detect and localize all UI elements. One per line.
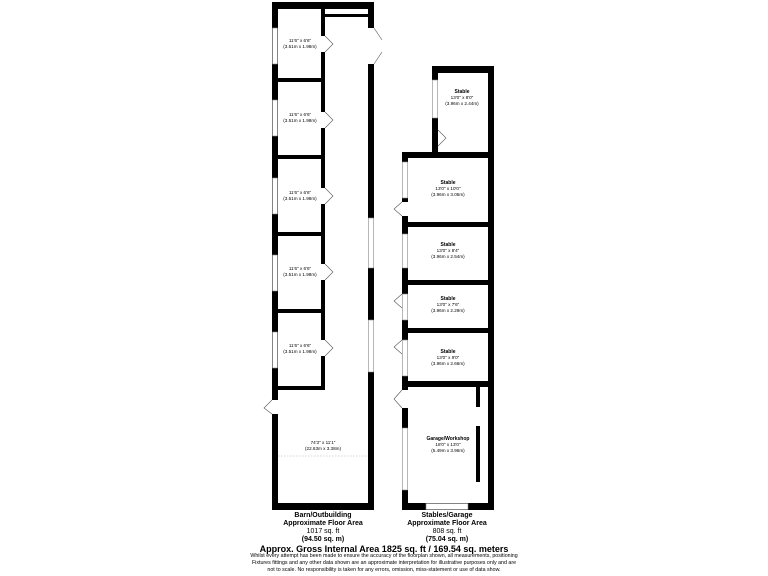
stable-top-wall	[432, 66, 494, 73]
stable-divider-2	[402, 222, 494, 227]
barn-entrance-door	[374, 28, 382, 64]
room-dimension-metric: (3.51m x 1.98m)	[283, 272, 317, 277]
stable-divider-4	[402, 328, 494, 333]
stable-room-1	[445, 89, 479, 106]
caption-area-sqft: 1017 sq. ft	[306, 528, 340, 535]
room-dimension-imperial: 11'6" x 6'6"	[288, 266, 312, 271]
stables-right-wall	[488, 66, 494, 510]
caption-subtitle: Approximate Floor Area	[407, 520, 487, 527]
stable-1-window	[433, 80, 438, 118]
room-name: Garage/Workshop	[426, 436, 470, 442]
barn-floor-area-caption	[268, 512, 378, 544]
room-dimension-imperial: 74'3" x 11'1"	[310, 440, 336, 445]
stable-divider-5	[402, 381, 494, 387]
disclaimer-line-2: Fixtures fittings and any other data shown are an approximate interpretation for illustrative purposes only and are	[251, 560, 517, 566]
room-dimension-metric: (22.63m x 3.38m)	[305, 446, 341, 451]
caption-title: Stables/Garage	[421, 512, 473, 519]
stables-left-wall-b	[402, 198, 408, 202]
stable-divider-1	[402, 152, 494, 158]
barn-window-left-3	[273, 178, 278, 214]
stable-room-5	[431, 349, 465, 366]
room-dimension-metric: (3.51m x 1.98m)	[283, 349, 317, 354]
room-dimension-metric: (3.96m x 2.66m)	[431, 361, 465, 366]
garage-side-door	[394, 390, 402, 408]
stables-left-wall-h	[402, 490, 408, 510]
room-name: Stable	[440, 242, 456, 248]
stable-1-left-wall-top	[432, 66, 438, 80]
room-dimension-metric: (3.96m x 2.29m)	[431, 308, 465, 313]
disclaimer-line-1: Whilst every attempt has been made to ensure the accuracy of the floorplan shown, all measurements, positioning	[250, 553, 518, 559]
barn-outbuilding-plan	[264, 2, 382, 510]
barn-room-3	[283, 190, 317, 201]
room-name: Stable	[440, 349, 456, 355]
room-dimension-imperial: 11'6" x 6'6"	[288, 112, 312, 117]
barn-room-door-2	[325, 112, 333, 128]
garage-partition-top	[476, 387, 480, 407]
barn-room-1	[283, 38, 317, 49]
room-dimension-metric: (5.49m x 3.96m)	[431, 448, 465, 453]
barn-corridor-wall-1	[321, 2, 325, 36]
barn-window-right-1	[369, 218, 374, 268]
room-dimension-imperial: 13'0" x 10'0"	[435, 186, 461, 191]
stables-left-wall-a	[402, 152, 408, 162]
room-dimension-imperial: 11'6" x 6'6"	[288, 343, 312, 348]
stable-3-window	[403, 234, 408, 268]
barn-room-divider-3	[278, 232, 325, 236]
barn-room-divider-2	[278, 155, 325, 159]
stable-room-3	[431, 242, 465, 259]
stable-1-left-wall-bottom	[432, 118, 438, 156]
stable-4-door	[394, 294, 402, 308]
stable-room-4	[431, 296, 465, 313]
barn-right-wall-b	[368, 268, 374, 320]
barn-room-4	[283, 266, 317, 277]
barn-corridor-crosswall	[325, 14, 368, 17]
barn-window-left-5	[273, 332, 278, 368]
room-dimension-imperial: 13'0" x 9'0"	[436, 355, 460, 360]
room-dimension-metric: (3.51m x 1.98m)	[283, 44, 317, 49]
room-dimension-imperial: 11'6" x 6'6"	[288, 190, 312, 195]
room-dimension-metric: (3.96m x 2.44m)	[445, 101, 479, 106]
barn-main-room	[305, 440, 341, 451]
barn-room-divider-5	[278, 386, 325, 390]
barn-window-left-2	[273, 100, 278, 136]
stable-5-window	[403, 340, 408, 376]
barn-left-wall-lower	[272, 414, 278, 510]
room-dimension-metric: (3.51m x 1.98m)	[283, 118, 317, 123]
stables-left-wall-c	[402, 216, 408, 234]
stables-garage-plan	[394, 66, 494, 510]
room-dimension-metric: (3.96m x 3.05m)	[431, 192, 465, 197]
caption-title: Barn/Outbuilding	[294, 512, 352, 519]
stable-room-2	[431, 180, 465, 197]
stables-left-wall-d	[402, 268, 408, 294]
barn-right-wall-c	[368, 372, 374, 510]
gross-internal-area: Approx. Gross Internal Area 1825 sq. ft / 169.54 sq. meters	[259, 544, 509, 554]
caption-area-sqft: 808 sq. ft	[432, 528, 462, 535]
disclaimer	[226, 553, 542, 574]
caption-area-sqm: (75.04 sq. m)	[425, 536, 469, 543]
barn-room-door-5	[325, 340, 333, 356]
stables-left-wall-g	[402, 408, 408, 428]
room-dimension-imperial: 13'0" x 8'4"	[436, 248, 460, 253]
stables-left-wall-f	[402, 376, 408, 390]
disclaimer-line-3: not to scale. No responsibility is taken for any errors, omission, miss-statement or use of data show.	[267, 567, 501, 573]
stable-2-door	[394, 202, 402, 216]
stables-floor-area-caption	[392, 512, 502, 544]
barn-side-door	[264, 400, 272, 414]
barn-window-right-2	[369, 320, 374, 372]
caption-area-sqm: (94.50 sq. m)	[301, 536, 345, 543]
stables-left-wall-e	[402, 320, 408, 340]
barn-window-left-4	[273, 255, 278, 291]
room-dimension-imperial: 11'6" x 6'6"	[288, 38, 312, 43]
room-dimension-imperial: 13'0" x 7'6"	[436, 302, 460, 307]
stable-divider-3	[402, 280, 494, 285]
barn-window-left-1	[273, 28, 278, 64]
garage-partition-bottom	[476, 426, 480, 482]
room-dimension-imperial: 18'0" x 13'0"	[435, 442, 461, 447]
garage-window	[403, 428, 408, 490]
garage-workshop-room	[427, 436, 470, 453]
room-dimension-metric: (3.96m x 2.54m)	[431, 254, 465, 259]
room-name: Stable	[454, 89, 470, 95]
barn-room-door-1	[325, 36, 333, 52]
barn-room-2	[283, 112, 317, 123]
room-dimension-imperial: 13'0" x 8'0"	[450, 95, 474, 100]
room-name: Stable	[440, 180, 456, 186]
barn-room-door-4	[325, 264, 333, 280]
barn-right-wall-top	[368, 2, 374, 28]
barn-right-wall-a	[368, 64, 374, 218]
barn-corridor-wall-6	[321, 356, 325, 390]
barn-room-divider-1	[278, 78, 325, 82]
stable-2-window	[403, 162, 408, 198]
barn-room-door-3	[325, 188, 333, 204]
barn-room-divider-4	[278, 309, 325, 313]
stable-5-door	[394, 340, 402, 354]
caption-subtitle: Approximate Floor Area	[283, 520, 363, 527]
room-name: Stable	[440, 296, 456, 302]
barn-room-5	[283, 343, 317, 354]
barn-bottom-wall	[272, 503, 374, 510]
stable-4-window	[403, 294, 408, 320]
garage-main-door	[426, 504, 468, 510]
stable-1-door	[438, 130, 446, 146]
room-dimension-metric: (3.51m x 1.98m)	[283, 196, 317, 201]
